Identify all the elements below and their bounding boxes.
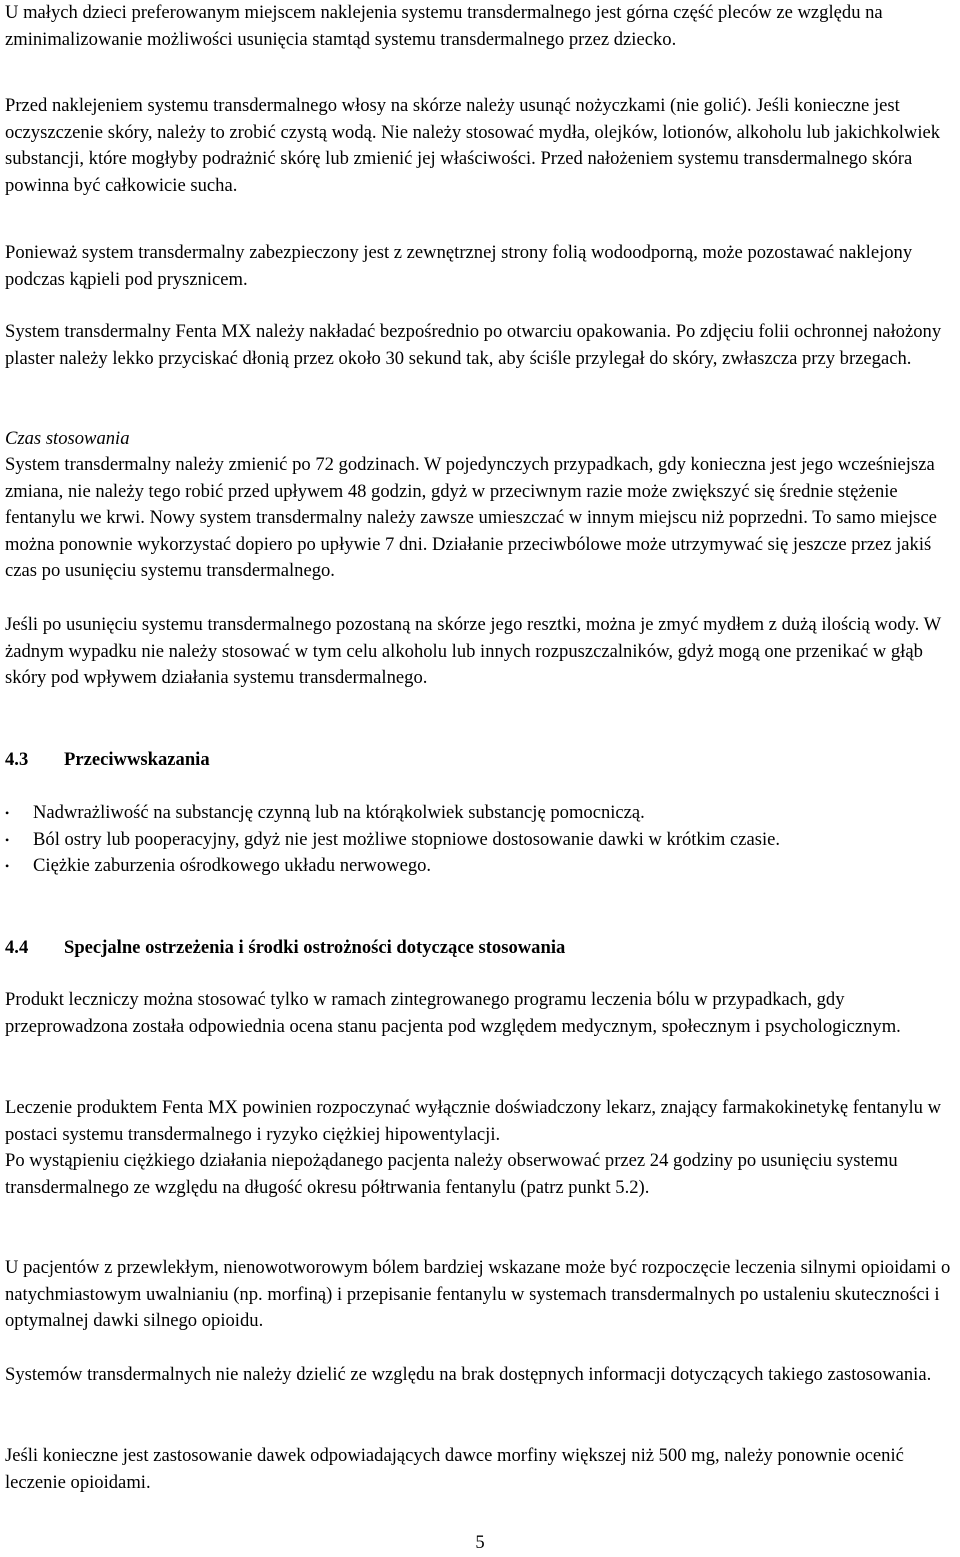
paragraph-high-dose: Jeśli konieczne jest zastosowanie dawek odpowiadających dawce morfiny większej niż 500 mg, należy ponownie ocenić leczenie opioidami.: [5, 1445, 904, 1493]
section-number: 4.3: [5, 749, 29, 770]
paragraph-pain-program: Produkt leczniczy można stosować tylko w ramach zintegrowanego programu leczenia bólu w przypadkach, gdy przeprowadzona została odpowiednia ocena stanu pacjenta pod względem medycznym, społecznym i psychologicznym.: [5, 989, 901, 1037]
paragraph-application: System transdermalny Fenta MX należy nakładać bezpośrednio po otwarciu opakowania. Po zdjęciu folii ochronnej nałożony plaster należy lekko przyciskać dłonią przez około 30 sekund tak, aby ściśle przylegał do skóry, zwłaszcza przy brzegach.: [5, 321, 942, 369]
list-item-text: Nadwrażliwość na substancję czynną lub na którąkolwiek substancję pomocniczą.: [33, 802, 645, 823]
list-item: [5, 827, 954, 854]
list-item-text: Ból ostry lub pooperacyjny, gdyż nie jest możliwe stopniowe dostosowanie dawki w krótkim czasie.: [33, 828, 781, 850]
list-item: [5, 800, 954, 827]
section-title: Specjalne ostrzeżenia i środki ostrożności dotyczące stosowania: [64, 937, 566, 958]
section-heading-contraindications: [5, 747, 954, 774]
bullet-icon: •: [5, 859, 10, 874]
section-title: Przeciwwskazania: [64, 749, 210, 770]
section-number: 4.4: [5, 937, 29, 958]
list-item-text: Ciężkie zaburzenia ośrodkowego układu nerwowego.: [33, 855, 432, 877]
list-item: [5, 853, 954, 880]
page-number: 5: [475, 1532, 485, 1553]
bullet-icon: •: [5, 806, 10, 820]
paragraph-child-placement: U małych dzieci preferowanym miejscem naklejenia systemu transdermalnego jest górna część pleców ze względu na zminimalizowanie możliwości usunięcia stamtąd systemu transdermalnego przez dziecko.: [5, 2, 883, 50]
paragraph-skin-preparation: Przed naklejeniem systemu transdermalnego włosy na skórze należy usunąć nożyczkami (nie golić). Jeśli konieczne jest oczyszczenie skóry, należy to zrobić czystą wodą. Nie należy stosować mydła, olejków, lotionów, alkoholu lub jakichkolwiek substancji, które mogłyby podrażnić skórę lub zmienić jej właściwości. Przed nałożeniem systemu transdermalnego skóra powinna być całkowicie sucha.: [5, 95, 941, 196]
paragraph-no-dividing: Systemów transdermalnych nie należy dzielić ze względu na brak dostępnych informacji dotyczących takiego zastosowania.: [5, 1364, 932, 1385]
paragraph-change-interval: System transdermalny należy zmienić po 72 godzinach. W pojedynczych przypadkach, gdy konieczna jest jego wcześniejsza zmiana, nie należy tego robić przed upływem 48 godzin, gdyż w przeciwnym razie może zwiększyć się średnie stężenie fentanylu we krwi. Nowy system transdermalny należy zawsze umieszczać w innym miejscu niż poprzedni. To samo miejsce można ponownie wykorzystać dopiero po upływie 7 dni. Działanie przeciwbólowe może utrzymywać się jeszcze przez jakiś czas po usunięciu systemu transdermalnego.: [5, 454, 937, 582]
paragraph-residue-removal: Jeśli po usunięciu systemu transdermalnego pozostaną na skórze jego resztki, można je zmyć mydłem z dużą ilością wody. W żadnym wypadku nie należy stosować w tym celu alkoholu lub innych rozpuszczalników, gdyż mogą one przenikać w głąb skóry pod wpływem działania systemu transdermalnego.: [5, 614, 941, 689]
subheading-duration: Czas stosowania: [5, 428, 130, 449]
bullet-icon: •: [5, 832, 10, 847]
section-heading-warnings: [5, 935, 954, 962]
paragraph-experienced-physician: Leczenie produktem Fenta MX powinien rozpoczynać wyłącznie doświadczony lekarz, znający farmakokinetykę fentanylu w postaci systemu transdermalnego i ryzyko ciężkiej hipowentylacji.: [5, 1097, 942, 1145]
paragraph-waterproof: Ponieważ system transdermalny zabezpieczony jest z zewnętrznej strony folią wodoodporną, może pozostawać naklejony podczas kąpieli pod prysznicem.: [5, 242, 913, 290]
paragraph-chronic-pain: U pacjentów z przewlekłym, nienowotworowym bólem bardziej wskazane może być rozpoczęcie leczenia silnymi opioidami o natychmiastowym uwalnianiu (np. morfiną) i przepisanie fentanylu w systemach transdermalnych po ustaleniu skuteczności i optymalnej dawki silnego opioidu.: [5, 1257, 951, 1332]
contraindications-list: [5, 800, 954, 880]
paragraph-adverse-reaction: Po wystąpieniu ciężkiego działania niepożądanego pacjenta należy obserwować przez 24 godziny po usunięciu systemu transdermalnego ze względu na długość okresu półtrwania fentanylu (patrz punkt 5.2).: [5, 1150, 898, 1198]
